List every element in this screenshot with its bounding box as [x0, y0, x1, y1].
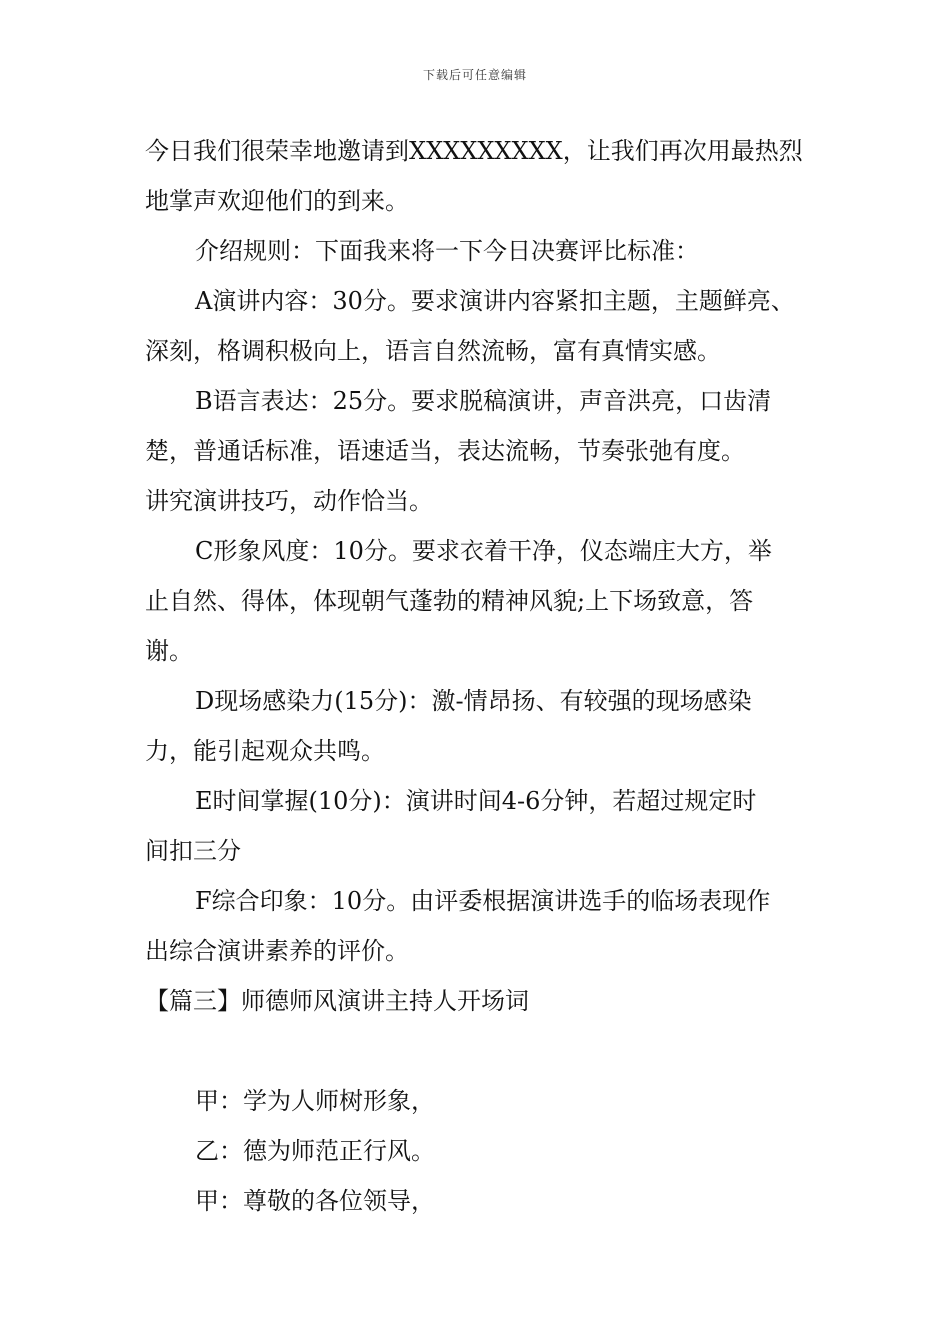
document-body [145, 126, 835, 1226]
criterion-d-line: 力，能引起观众共鸣。 [145, 737, 385, 765]
dialogue-line: 甲：学为人师树形象， [195, 1087, 435, 1115]
paragraph-line: 地掌声欢迎他们的到来。 [145, 187, 409, 215]
criterion-e-line: 间扣三分 [145, 837, 241, 865]
criterion-f-line: F综合印象：10分。由评委根据演讲选手的临场表现作 [195, 887, 771, 915]
criterion-d-line: D现场感染力(15分)：激-情昂扬、有较强的现场感染 [195, 687, 752, 715]
dialogue-line: 甲：尊敬的各位领导， [195, 1187, 435, 1215]
page-header-note: 下载后可任意编辑 [422, 68, 527, 82]
criterion-a-line: A演讲内容：30分。要求演讲内容紧扣主题，主题鲜亮、 [195, 287, 795, 315]
criterion-f-line: 出综合演讲素养的评价。 [145, 937, 409, 965]
dialogue-line: 乙：德为师范正行风。 [195, 1137, 435, 1165]
criterion-e-line: E时间掌握(10分)：演讲时间4-6分钟，若超过规定时 [195, 787, 757, 815]
section-heading: 【篇三】师德师风演讲主持人开场词 [145, 987, 529, 1015]
blank-line [145, 1026, 835, 1076]
criterion-c-line: C形象风度：10分。要求衣着干净，仪态端庄大方，举 [195, 537, 772, 565]
criterion-b-line: 讲究演讲技巧，动作恰当。 [145, 487, 433, 515]
criterion-c-line: 谢。 [145, 637, 193, 665]
criterion-b-line: B语言表达：25分。要求脱稿演讲，声音洪亮，口齿清 [195, 387, 772, 415]
criterion-c-line: 止自然、得体，体现朝气蓬勃的精神风貌;上下场致意，答 [145, 587, 754, 615]
criterion-a-line: 深刻，格调积极向上，语言自然流畅，富有真情实感。 [145, 337, 721, 365]
paragraph-line: 今日我们很荣幸地邀请到XXXXXXXXX，让我们再次用最热烈 [145, 137, 803, 165]
criterion-b-line: 楚，普通话标准，语速适当，表达流畅，节奏张弛有度。 [145, 437, 745, 465]
paragraph-line: 介绍规则：下面我来将一下今日决赛评比标准： [195, 237, 699, 265]
